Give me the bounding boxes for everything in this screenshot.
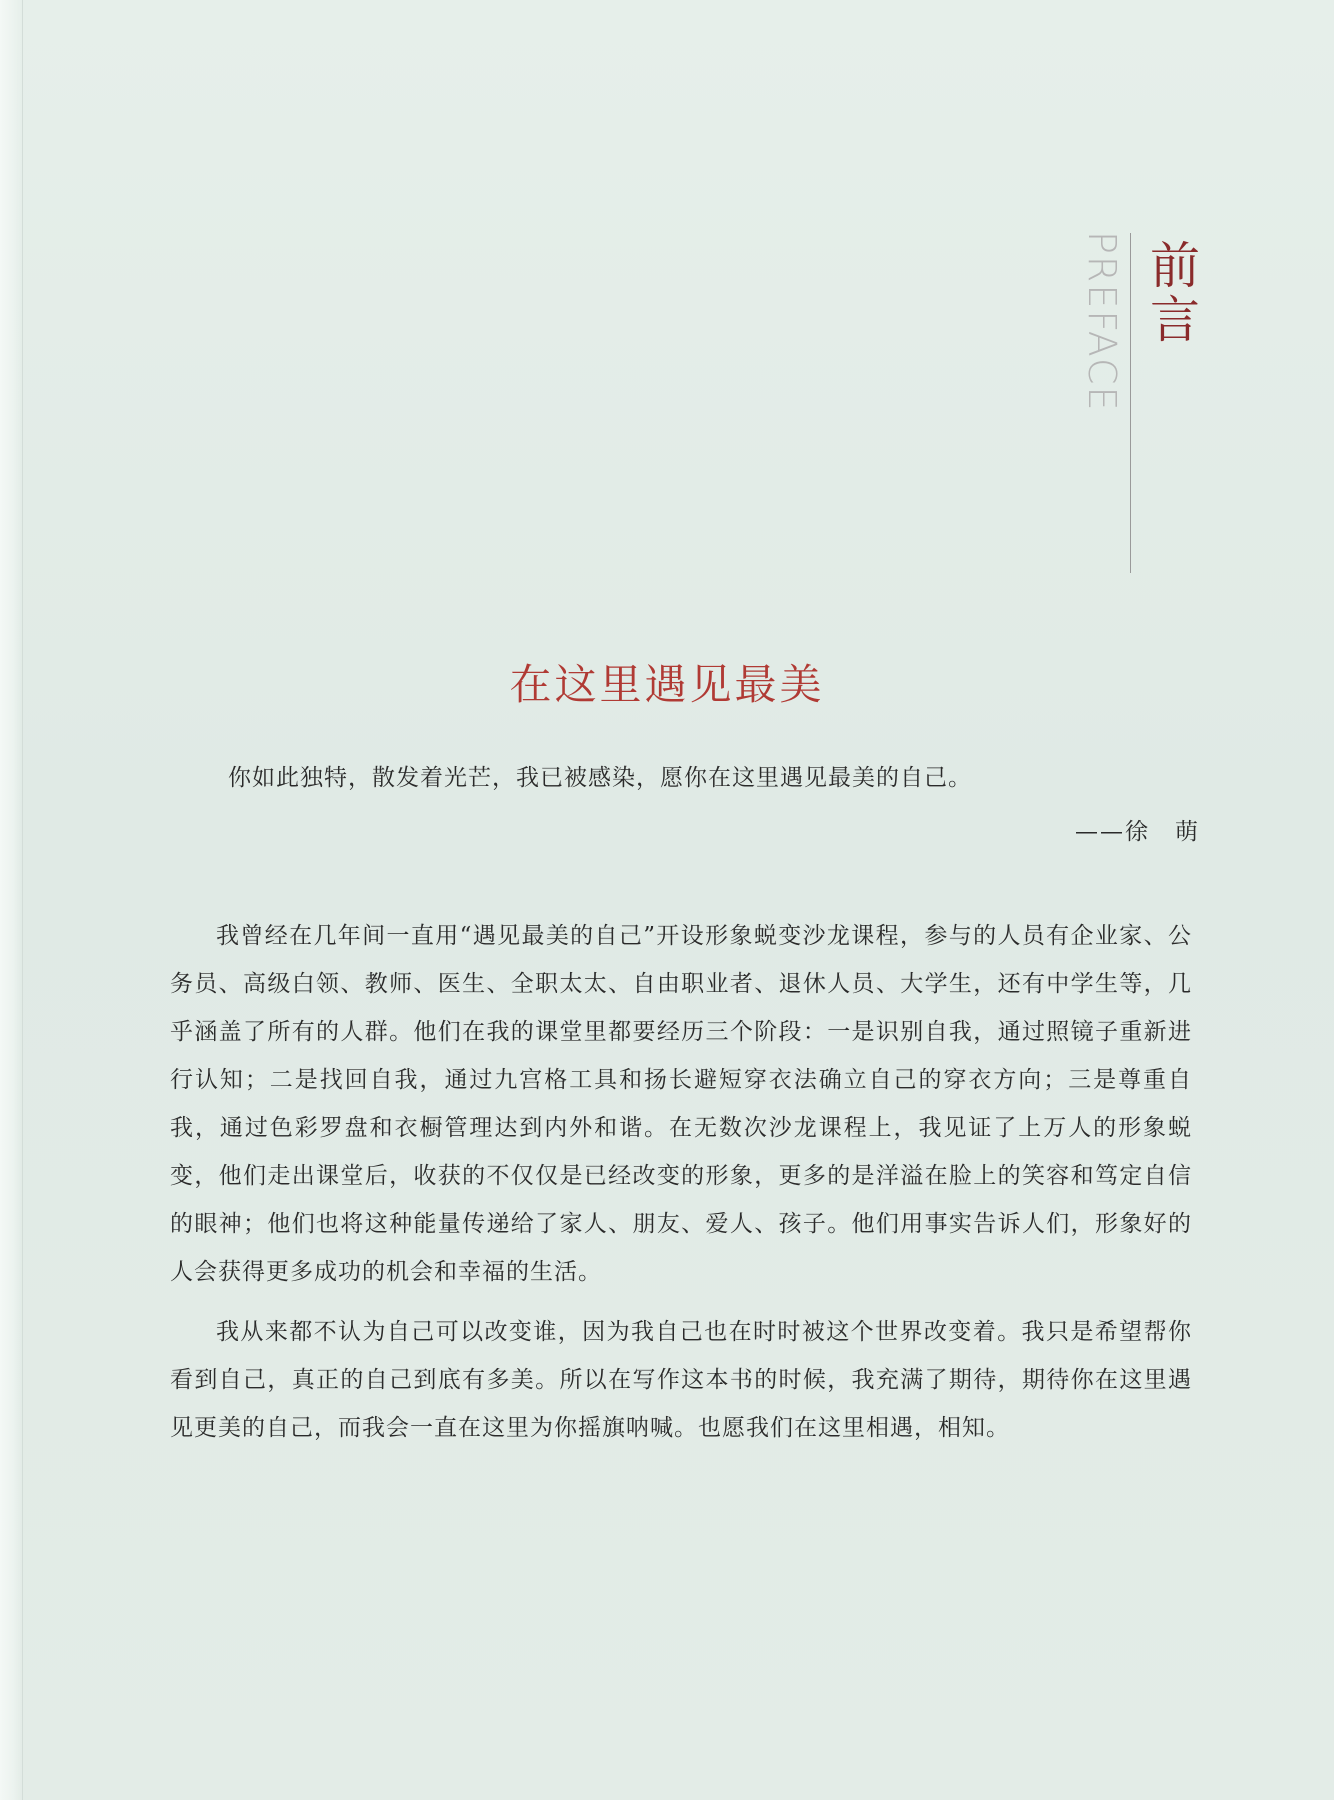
epigraph-quote: 你如此独特，散发着光芒，我已被感染，愿你在这里遇见最美的自己。	[228, 765, 972, 791]
body-paragraph-1: 我曾经在几年间一直用“遇见最美的自己”开设形象蜕变沙龙课程，参与的人员有企业家、公务员、高级白领、教师、医生、全职太太、自由职业者、退休人员、大学生，还有中学生等，几乎涵盖了所有的人群。他们在我的课堂里都要经历三个阶段：一是识别自我，通过照镜子重新进行认知；二是找回自我，通过九宫格工具和扬长避短穿衣法确立自己的穿衣方向；三是尊重自我，通过色彩罗盘和衣橱管理达到内外和谐。在无数次沙龙课程上，我见证了上万人的形象蜕变，他们走出课堂后，收获的不仅仅是已经改变的形象，更多的是洋溢在脸上的笑容和笃定自信的眼神；他们也将这种能量传递给了家人、朋友、爱人、孩子。他们用事实告诉人们，形象好的人会获得更多成功的机会和幸福的生活。	[170, 923, 1192, 1285]
epigraph-author: ——徐 萌	[1075, 819, 1200, 845]
heading-english: PREFACE	[1080, 231, 1124, 413]
preface-heading	[1080, 225, 1205, 575]
page-binding-edge	[0, 0, 23, 1800]
heading-chinese: 前言	[1142, 239, 1200, 347]
section-title: 在这里遇见最美	[509, 660, 825, 709]
heading-divider	[1130, 233, 1131, 573]
body-text	[170, 912, 1192, 1464]
body-paragraph-2: 我从来都不认为自己可以改变谁，因为我自己也在时时被这个世界改变着。我只是希望帮你看到自己，真正的自己到底有多美。所以在写作这本书的时候，我充满了期待，期待你在这里遇见更美的自己，而我会一直在这里为你摇旗呐喊。也愿我们在这里相遇，相知。	[170, 1319, 1192, 1441]
